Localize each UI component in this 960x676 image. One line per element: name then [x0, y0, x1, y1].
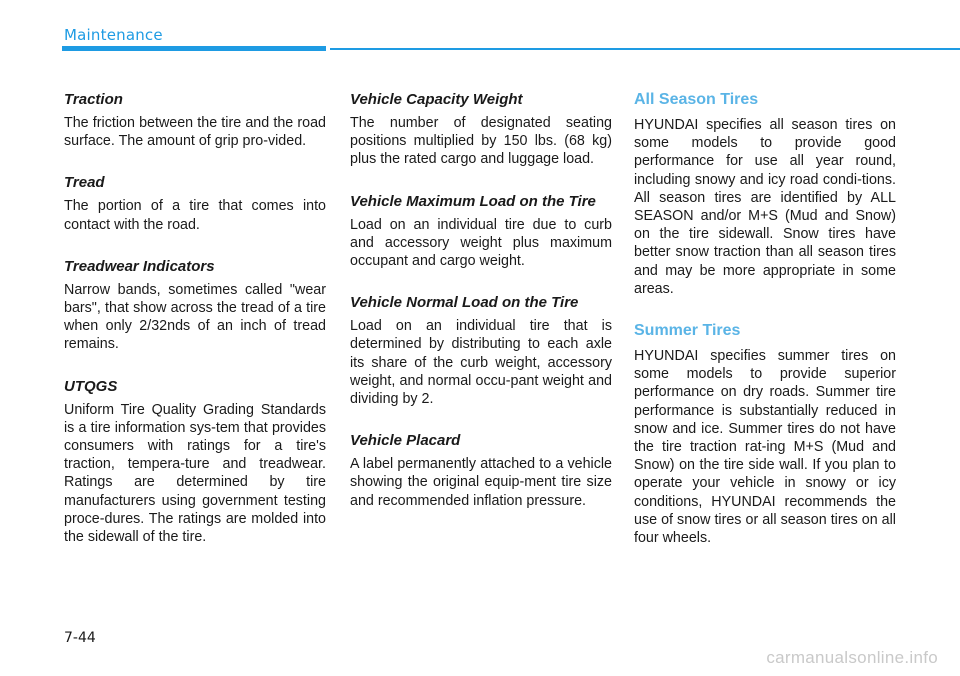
text-utqgs: Uniform Tire Quality Grading Standards is a tire information sys-tem that provides consumers with ratings for a tire's traction, tempera-ture and treadwear. Ratings are determined by tire manufacturers using government testing proce-dures. The ratings are molded into the sidewall of the tire.	[64, 401, 326, 546]
text-traction: The friction between the tire and the road surface. The amount of grip pro-vided.	[64, 115, 326, 150]
heading-vehicle-placard: Vehicle Placard	[350, 432, 461, 450]
column-right	[634, 91, 896, 571]
text-vehicle-capacity-weight: The number of designated seating positions multiplied by 150 lbs. (68 kg) plus the rated cargo and luggage load.	[350, 115, 612, 168]
watermark: carmanualsonline.info	[766, 648, 938, 667]
text-vehicle-placard: A label permanently attached to a vehicle showing the original equip-ment tire size and recommended inflation pressure.	[350, 456, 612, 509]
text-vehicle-normal-load: Load on an individual tire that is determined by distributing to each axle its share of the curb weight, accessory weight, and normal occu-pant weight and dividing by 2.	[350, 318, 612, 408]
text-summer-tires: HYUNDAI specifies summer tires on some models to provide superior performance on dry roads. Summer tire performance is substantially reduced in snow and ice. Summer tires do not have the tire traction rat-ing M+S (Mud and Snow) on the tire side wall. If you plan to operate your vehicle in snowy or icy conditions, HYUNDAI recommends the use of snow tires or all season tires on all four wheels.	[634, 348, 896, 547]
text-treadwear-indicators: Narrow bands, sometimes called "wear bars", that show across the tread of a tire when only 2/32nds of an inch of tread remains.	[64, 281, 326, 353]
heading-tread: Tread	[64, 174, 105, 192]
page-number: 7-44	[64, 630, 96, 646]
heading-traction: Traction	[64, 91, 123, 108]
heading-vehicle-normal-load: Vehicle Normal Load on the Tire	[350, 294, 579, 312]
heading-treadwear-indicators: Treadwear Indicators	[64, 257, 215, 275]
column-middle	[350, 91, 612, 534]
heading-utqgs: UTQGS	[64, 377, 118, 395]
heading-vehicle-capacity-weight: Vehicle Capacity Weight	[350, 91, 523, 108]
text-vehicle-maximum-load: Load on an individual tire due to curb and accessory weight plus maximum occupant and cargo weight.	[350, 216, 612, 270]
heading-vehicle-maximum-load: Vehicle Maximum Load on the Tire	[350, 192, 596, 210]
section-title: Maintenance	[64, 26, 163, 44]
header-rule-thin	[330, 48, 960, 50]
heading-summer-tires: Summer Tires	[634, 322, 741, 340]
header-rule-thick	[62, 46, 326, 51]
text-all-season-tires: HYUNDAI specifies all season tires on some models to provide good performance for use all year round, including snowy and icy road condi-tions. All season tires are identified by ALL SEASON and/or M+S (Mud and Snow) on the tire sidewall. Snow tires have better snow traction than all season tires and may be more appropriate in some areas.	[634, 117, 896, 297]
heading-all-season-tires: All Season Tires	[634, 91, 759, 108]
column-left	[64, 91, 326, 570]
text-tread: The portion of a tire that comes into contact with the road.	[64, 198, 326, 233]
